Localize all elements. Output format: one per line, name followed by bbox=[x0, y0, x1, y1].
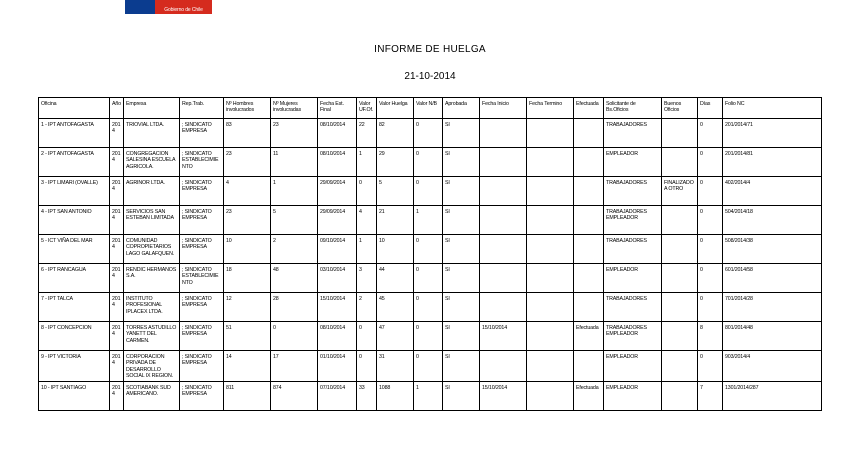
column-header: Solicitante de Bs.Oficios bbox=[604, 98, 662, 119]
table-cell: 44 bbox=[377, 264, 414, 293]
strike-report-table bbox=[38, 97, 822, 411]
table-cell bbox=[527, 351, 574, 382]
table-cell: 0 bbox=[698, 351, 723, 382]
table-cell: 03/10/2014 bbox=[318, 264, 357, 293]
table-cell: 0 bbox=[414, 322, 443, 351]
column-header: Oficina bbox=[39, 98, 110, 119]
table-cell: 21 bbox=[377, 206, 414, 235]
table-row bbox=[39, 177, 822, 206]
table-cell bbox=[527, 206, 574, 235]
table-cell: 15/10/2014 bbox=[480, 322, 527, 351]
table-cell: ; SINDICATO EMPRESA bbox=[180, 293, 224, 322]
table-cell: TRABAJADORES bbox=[604, 293, 662, 322]
table-cell: ; SINDICATO EMPRESA bbox=[180, 351, 224, 382]
table-cell: 2014 bbox=[110, 206, 124, 235]
table-cell: SI bbox=[443, 351, 480, 382]
column-header: Valor N/B bbox=[414, 98, 443, 119]
table-cell bbox=[527, 293, 574, 322]
table-cell: 47 bbox=[377, 322, 414, 351]
table-cell: RENDIC HERMANOS S.A. bbox=[124, 264, 180, 293]
table-cell bbox=[662, 264, 698, 293]
table-cell: 504/2014/18 bbox=[723, 206, 822, 235]
logo-red-block bbox=[155, 0, 212, 14]
table-cell: 2014 bbox=[110, 235, 124, 264]
table-cell: SI bbox=[443, 235, 480, 264]
table-cell: 0 bbox=[271, 322, 318, 351]
table-cell: 17 bbox=[271, 351, 318, 382]
table-row bbox=[39, 235, 822, 264]
table-cell: 07/10/2014 bbox=[318, 381, 357, 410]
table-cell: 6 - IPT RANCAGUA bbox=[39, 264, 110, 293]
table-cell: 33 bbox=[357, 381, 377, 410]
table-cell: 201/2014/81 bbox=[723, 148, 822, 177]
table-cell: 10 - IPT SANTIAGO bbox=[39, 381, 110, 410]
table-cell: ; SINDICATO EMPRESA bbox=[180, 235, 224, 264]
table-cell: SI bbox=[443, 293, 480, 322]
table-cell: 601/2014/58 bbox=[723, 264, 822, 293]
table-cell: 0 bbox=[357, 351, 377, 382]
gobierno-logo bbox=[125, 0, 212, 14]
table-cell: 83 bbox=[224, 119, 271, 148]
table-row bbox=[39, 119, 822, 148]
table-row bbox=[39, 148, 822, 177]
table-cell bbox=[480, 177, 527, 206]
report-title: INFORME DE HUELGA bbox=[374, 44, 486, 55]
table-cell: 8 bbox=[698, 322, 723, 351]
table-header-row bbox=[39, 98, 822, 119]
table-cell: 701/2014/28 bbox=[723, 293, 822, 322]
table-cell bbox=[574, 177, 604, 206]
table-cell: ; SINDICATO ESTABLECIMIENTO bbox=[180, 264, 224, 293]
table-cell: 903/2014/4 bbox=[723, 351, 822, 382]
table-cell: CORPORACION PRIVADA DE DESARROLLO SOCIAL IX REGION. bbox=[124, 351, 180, 382]
table-cell bbox=[480, 148, 527, 177]
column-header: Empresa bbox=[124, 98, 180, 119]
table-cell: 28 bbox=[271, 293, 318, 322]
table-cell: 3 - IPT LIMARI (OVALLE) bbox=[39, 177, 110, 206]
table-cell: 402/2014/4 bbox=[723, 177, 822, 206]
table-cell: 01/10/2014 bbox=[318, 351, 357, 382]
table-cell bbox=[574, 351, 604, 382]
table-cell: 2014 bbox=[110, 119, 124, 148]
table-cell bbox=[527, 119, 574, 148]
table-cell: ; SINDICATO ESTABLECIMIENTO bbox=[180, 148, 224, 177]
table-cell: 14 bbox=[224, 351, 271, 382]
table-cell: 12 bbox=[224, 293, 271, 322]
table-cell: TORRES ASTUDILLO YANETT DEL CARMEN. bbox=[124, 322, 180, 351]
table-cell: 29/09/2014 bbox=[318, 206, 357, 235]
table-cell bbox=[527, 381, 574, 410]
table-cell: TRABAJADORES EMPLEADOR bbox=[604, 206, 662, 235]
table-cell: 11 bbox=[271, 148, 318, 177]
table-cell: Efectuada bbox=[574, 322, 604, 351]
table-cell: 1 bbox=[357, 148, 377, 177]
table-cell bbox=[574, 235, 604, 264]
table-cell: 8 - IPT CONCEPCION bbox=[39, 322, 110, 351]
table-cell: 9 - IPT VICTORIA bbox=[39, 351, 110, 382]
table-cell: INSTITUTO PROFESIONAL IPLACEX LTDA. bbox=[124, 293, 180, 322]
column-header: Aprobada bbox=[443, 98, 480, 119]
table-cell: 1 bbox=[414, 381, 443, 410]
table-cell: EMPLEADOR bbox=[604, 148, 662, 177]
table-cell: SCOTIABANK SUD AMERICANO. bbox=[124, 381, 180, 410]
table-cell: 10 bbox=[377, 235, 414, 264]
table-cell: 0 bbox=[698, 264, 723, 293]
table-cell: 22 bbox=[357, 119, 377, 148]
table-row bbox=[39, 206, 822, 235]
table-cell bbox=[480, 264, 527, 293]
table-cell: 508/2014/38 bbox=[723, 235, 822, 264]
table-cell bbox=[527, 177, 574, 206]
table-cell: 0 bbox=[698, 177, 723, 206]
table-cell: CONGREGACION SALESINA ESCUELA AGRICOLA. bbox=[124, 148, 180, 177]
table-cell: 1 - IPT ANTOFAGASTA bbox=[39, 119, 110, 148]
column-header: Efectuada bbox=[574, 98, 604, 119]
table-cell bbox=[574, 264, 604, 293]
table-cell: 23 bbox=[224, 206, 271, 235]
column-header: Valor UF.Of. bbox=[357, 98, 377, 119]
table-cell: 2014 bbox=[110, 381, 124, 410]
table-cell: 2 - IPT ANTOFAGASTA bbox=[39, 148, 110, 177]
table-cell: 08/10/2014 bbox=[318, 148, 357, 177]
table-cell: 0 bbox=[414, 293, 443, 322]
table-cell: 31 bbox=[377, 351, 414, 382]
table-cell bbox=[574, 148, 604, 177]
table-cell: EMPLEADOR bbox=[604, 264, 662, 293]
column-header: Días bbox=[698, 98, 723, 119]
table-row bbox=[39, 351, 822, 382]
table-cell: SI bbox=[443, 177, 480, 206]
column-header: Nº Mujeres involucradas bbox=[271, 98, 318, 119]
table-cell: EMPLEADOR bbox=[604, 351, 662, 382]
column-header: Folio NC bbox=[723, 98, 822, 119]
table-cell bbox=[527, 322, 574, 351]
table-cell: 1 bbox=[271, 177, 318, 206]
table-cell: 5 bbox=[377, 177, 414, 206]
table-cell: 48 bbox=[271, 264, 318, 293]
table-cell: 0 bbox=[698, 206, 723, 235]
table-cell bbox=[480, 206, 527, 235]
table-cell: 0 bbox=[414, 264, 443, 293]
table-cell: AGRINOR LTDA. bbox=[124, 177, 180, 206]
column-header: Fecha Est. Final bbox=[318, 98, 357, 119]
table-cell: 82 bbox=[377, 119, 414, 148]
table-cell bbox=[574, 119, 604, 148]
table-cell: TRIOVIAL LTDA. bbox=[124, 119, 180, 148]
table-cell bbox=[662, 148, 698, 177]
table-row bbox=[39, 264, 822, 293]
table-cell: 15/10/2014 bbox=[318, 293, 357, 322]
table-cell: 4 bbox=[357, 206, 377, 235]
table-cell: 4 - IPT SAN ANTONIO bbox=[39, 206, 110, 235]
table-cell: 2014 bbox=[110, 293, 124, 322]
table-cell: 2 bbox=[357, 293, 377, 322]
logo-blue-block bbox=[125, 0, 155, 14]
table-cell: 5 bbox=[271, 206, 318, 235]
table-cell: 2014 bbox=[110, 148, 124, 177]
table-cell: 23 bbox=[224, 148, 271, 177]
table-cell: 0 bbox=[414, 351, 443, 382]
column-header: Fecha Inicio bbox=[480, 98, 527, 119]
table-cell: SI bbox=[443, 119, 480, 148]
table-cell: ; SINDICATO EMPRESA bbox=[180, 322, 224, 351]
column-header: Buenos Oficios bbox=[662, 98, 698, 119]
table-cell bbox=[662, 235, 698, 264]
table-cell bbox=[662, 351, 698, 382]
table-cell: 51 bbox=[224, 322, 271, 351]
table-cell: 811 bbox=[224, 381, 271, 410]
table-cell: 7 bbox=[698, 381, 723, 410]
table-cell: 1088 bbox=[377, 381, 414, 410]
table-cell bbox=[480, 293, 527, 322]
table-cell: 0 bbox=[698, 293, 723, 322]
table-cell: 3 bbox=[357, 264, 377, 293]
table-cell: 29/09/2014 bbox=[318, 177, 357, 206]
column-header: Fecha Termino bbox=[527, 98, 574, 119]
table-cell: 0 bbox=[414, 119, 443, 148]
table-cell: EMPLEADOR bbox=[604, 381, 662, 410]
table-cell bbox=[527, 264, 574, 293]
table-cell: 08/10/2014 bbox=[318, 322, 357, 351]
table-row bbox=[39, 322, 822, 351]
table-cell: SI bbox=[443, 264, 480, 293]
table-cell bbox=[574, 206, 604, 235]
table-cell: 2014 bbox=[110, 322, 124, 351]
table-cell: 874 bbox=[271, 381, 318, 410]
table-cell: 1301/2014/287 bbox=[723, 381, 822, 410]
column-header: Año bbox=[110, 98, 124, 119]
table-cell: 2014 bbox=[110, 264, 124, 293]
table-cell: 18 bbox=[224, 264, 271, 293]
table-cell bbox=[662, 119, 698, 148]
table-cell: 0 bbox=[414, 148, 443, 177]
table-cell: ; SINDICATO EMPRESA bbox=[180, 206, 224, 235]
table-cell: SI bbox=[443, 148, 480, 177]
table-cell: 0 bbox=[357, 177, 377, 206]
table-cell: 08/10/2014 bbox=[318, 119, 357, 148]
table-cell: 4 bbox=[224, 177, 271, 206]
table-cell: SI bbox=[443, 322, 480, 351]
table-cell: 0 bbox=[698, 119, 723, 148]
table-cell: Efectuada bbox=[574, 381, 604, 410]
report-date: 21-10-2014 bbox=[404, 71, 456, 82]
table-cell: 09/10/2014 bbox=[318, 235, 357, 264]
table-cell: ; SINDICATO EMPRESA bbox=[180, 381, 224, 410]
table-cell: 1 bbox=[414, 206, 443, 235]
table-cell: COMUNIDAD COPROPIETARIOS LAGO GALAFQUEN. bbox=[124, 235, 180, 264]
table-row bbox=[39, 381, 822, 410]
table-cell: TRABAJADORES bbox=[604, 235, 662, 264]
table-cell: SI bbox=[443, 206, 480, 235]
table-cell: ; SINDICATO EMPRESA bbox=[180, 177, 224, 206]
table-cell: 29 bbox=[377, 148, 414, 177]
table-cell bbox=[662, 206, 698, 235]
table-cell: SI bbox=[443, 381, 480, 410]
table-cell: 7 - IPT TALCA bbox=[39, 293, 110, 322]
table-cell: 1 bbox=[357, 235, 377, 264]
table-cell: 0 bbox=[357, 322, 377, 351]
table-cell bbox=[574, 293, 604, 322]
table-cell bbox=[662, 293, 698, 322]
table-cell: 23 bbox=[271, 119, 318, 148]
table-cell bbox=[527, 235, 574, 264]
table-cell: 15/10/2014 bbox=[480, 381, 527, 410]
table-cell: SERVICIOS SAN ESTEBAN LIMITADA bbox=[124, 206, 180, 235]
table-cell: 5 - ICT VIÑA DEL MAR bbox=[39, 235, 110, 264]
table-cell: 10 bbox=[224, 235, 271, 264]
table-cell: 0 bbox=[414, 235, 443, 264]
table-cell: 2014 bbox=[110, 177, 124, 206]
table-cell: 0 bbox=[698, 148, 723, 177]
table-cell: TRABAJADORES bbox=[604, 119, 662, 148]
table-body bbox=[39, 119, 822, 411]
column-header: Rep.Trab. bbox=[180, 98, 224, 119]
table-cell bbox=[480, 119, 527, 148]
table-cell: 2 bbox=[271, 235, 318, 264]
table-cell: 45 bbox=[377, 293, 414, 322]
table-cell: 0 bbox=[698, 235, 723, 264]
table-cell: 2014 bbox=[110, 351, 124, 382]
table-cell: 0 bbox=[414, 177, 443, 206]
table-cell: TRABAJADORES bbox=[604, 177, 662, 206]
table-cell bbox=[480, 351, 527, 382]
table-cell: FINALIZADO A OTRO bbox=[662, 177, 698, 206]
column-header: Nº Hombres involucrados bbox=[224, 98, 271, 119]
table-cell bbox=[662, 381, 698, 410]
table-cell: 801/2014/48 bbox=[723, 322, 822, 351]
table-cell bbox=[527, 148, 574, 177]
table-cell bbox=[662, 322, 698, 351]
table-cell: 201/2014/71 bbox=[723, 119, 822, 148]
logo-text: Gobierno de Chile bbox=[164, 7, 203, 13]
table-cell bbox=[480, 235, 527, 264]
table-cell: ; SINDICATO EMPRESA bbox=[180, 119, 224, 148]
column-header: Valor Huelga bbox=[377, 98, 414, 119]
table-cell: TRABAJADORES EMPLEADOR bbox=[604, 322, 662, 351]
table-row bbox=[39, 293, 822, 322]
